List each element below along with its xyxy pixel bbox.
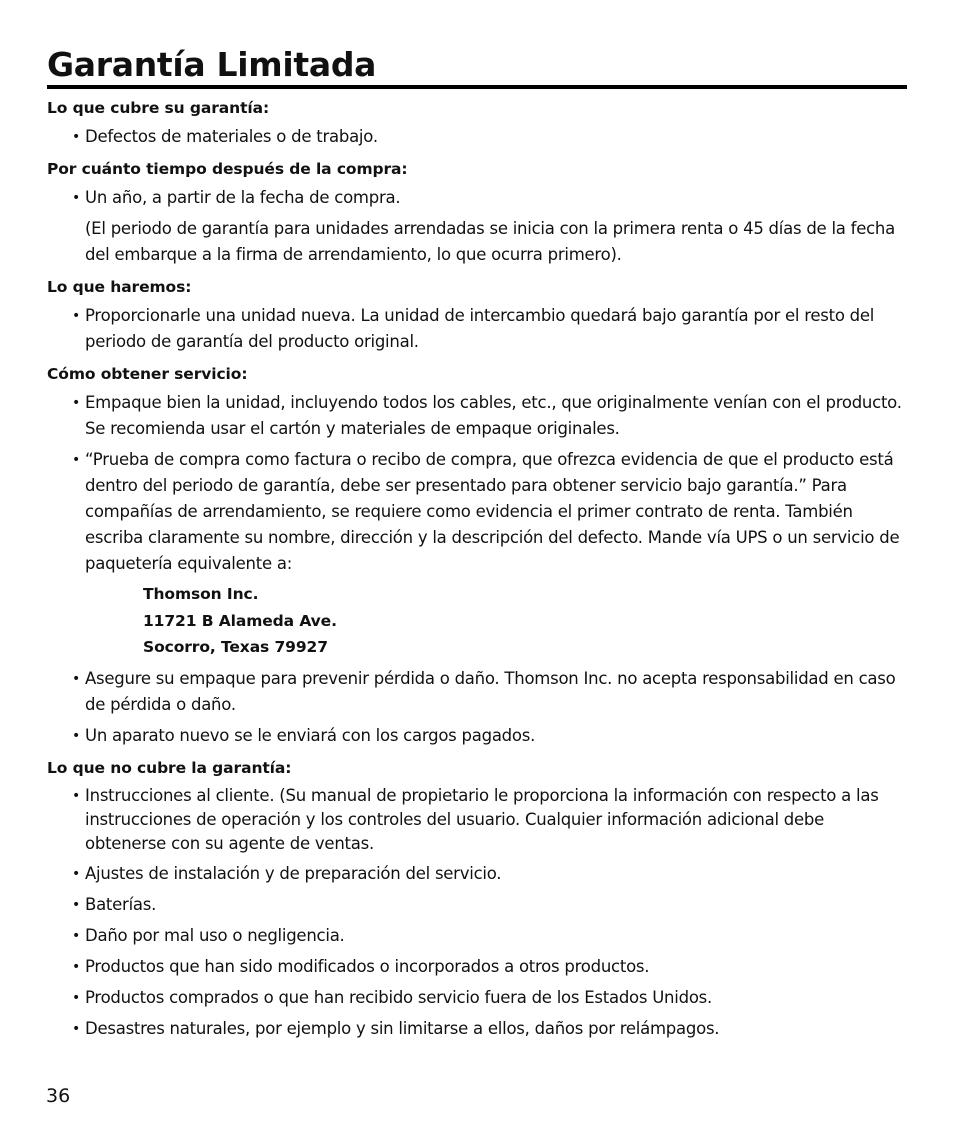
list-item [47,923,907,949]
section-heading: Lo que haremos: [47,278,192,296]
section-coverage [47,97,907,150]
bullet-icon: • [72,787,81,804]
list-item [47,861,907,887]
section-heading: Por cuánto tiempo después de la compra: [47,160,408,178]
list-item [47,892,907,918]
duration-note: (El periodo de garantía para unidades arrendadas se inicia con la primera renta o 45 días de la fecha del embarque a la firma de arrendamiento, lo que ocurra primero). [85,219,895,264]
page-title: Garantía Limitada [47,45,377,84]
list-item [47,784,907,856]
list-item [47,954,907,980]
item-text: Un año, a partir de la fecha de compra. [85,188,401,207]
item-text: Baterías. [85,894,157,914]
address-line: 11721 B Alameda Ave. [143,611,337,630]
item-text: Asegure su empaque para prevenir pérdida o daño. Thomson Inc. no acepta responsabilidad en caso de pérdida o daño. [85,668,896,714]
list-item [47,1016,907,1042]
item-text: Proporcionarle una unidad nueva. La unidad de intercambio quedará bajo garantía por el resto del periodo de garantía del producto original. [85,306,875,351]
bullet-icon: • [72,452,81,468]
page-number: 36 [46,1085,71,1107]
section-heading: Lo que no cubre la garantía: [47,758,292,777]
bullet-icon: • [72,927,81,944]
item-text: Instrucciones al cliente. (Su manual de propietario le proporciona la información con respecto a las instrucciones de operación y los controles del usuario. Cualquier información adicional debe obtenerse con su agente de ventas. [85,785,879,853]
address-line: Socorro, Texas 79927 [143,638,328,656]
bullet-icon: • [72,896,81,913]
list-item [47,124,907,150]
item-text: Desastres naturales, por ejemplo y sin limitarse a ellos, daños por relámpagos. [85,1018,720,1038]
shipping-address [47,581,907,661]
section-service [47,363,907,749]
list-item [47,666,907,718]
item-text: Un aparato nuevo se le enviará con los cargos pagados. [85,725,536,745]
list-item [47,447,907,577]
list-item [47,185,907,211]
bullet-icon: • [72,989,81,1006]
section-duration [47,158,907,268]
item-text: Daño por mal uso o negligencia. [85,925,345,945]
item-text: Productos que han sido modificados o incorporados a otros productos. [85,956,650,976]
list-item [47,985,907,1011]
list-item [47,723,907,749]
address-line: Thomson Inc. [143,585,259,603]
bullet-icon: • [72,308,81,324]
item-text: Empaque bien la unidad, incluyendo todos los cables, etc., que originalmente venían con el producto. Se recomienda usar el cartón y materiales de empaque originales. [85,393,902,438]
section-heading: Cómo obtener servicio: [47,365,248,383]
bullet-icon: • [72,670,81,687]
item-text: Ajustes de instalación y de preparación del servicio. [85,863,502,883]
bullet-icon: • [72,727,81,744]
item-text: Productos comprados o que han recibido servicio fuera de los Estados Unidos. [85,987,713,1007]
list-item [47,303,907,355]
bullet-icon: • [72,958,81,975]
item-text: “Prueba de compra como factura o recibo de compra, que ofrezca evidencia de que el producto está dentro del periodo de garantía, debe ser presentado para obtener servicio bajo garantía.” Para compañías de arrendamiento, se requiere como evidencia el primer contrato de renta. También escriba claramente su nombre, dirección y la descripción del defecto. Mande vía UPS o un servicio de paquetería equivalente a: [85,450,900,573]
section-what-we-do [47,276,907,355]
section-exclusions [47,757,907,1042]
section-heading: Lo que cubre su garantía: [47,99,270,117]
bullet-icon: • [72,865,81,882]
list-item [47,390,907,442]
bullet-icon: • [72,190,81,206]
bullet-icon: • [72,395,81,411]
item-text: Defectos de materiales o de trabajo. [85,127,378,146]
bullet-icon: • [72,129,81,145]
bullet-icon: • [72,1020,81,1037]
warranty-page [47,44,907,1042]
